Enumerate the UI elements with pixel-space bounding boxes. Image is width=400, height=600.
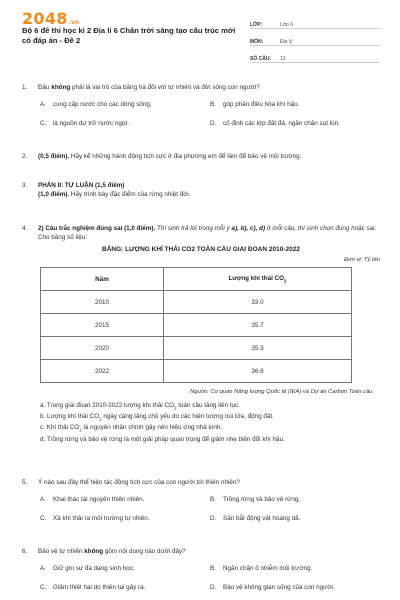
- option-c[interactable]: [40, 583, 210, 592]
- question-4: [22, 224, 380, 444]
- cell-year: 2015: [41, 314, 164, 337]
- header-amount: [164, 268, 352, 291]
- statement-sub: 2: [79, 427, 82, 433]
- option-d[interactable]: [210, 514, 380, 523]
- question-text: [38, 152, 380, 161]
- option-b[interactable]: [210, 495, 380, 504]
- option-text: góp phần điều hòa khí hậu.: [223, 101, 300, 109]
- option-letter: A.: [40, 496, 46, 504]
- meta-value: Lớp 6: [280, 22, 294, 28]
- question-emphasis: 2) Câu trắc nghiệm đúng sai (1,0 điểm).: [38, 225, 156, 232]
- option-d[interactable]: [210, 119, 380, 128]
- option-b[interactable]: [210, 564, 380, 573]
- option-c[interactable]: [40, 514, 210, 523]
- option-text: Khai thác tài nguyên thiên nhiên.: [53, 496, 145, 504]
- question-5: [22, 478, 380, 523]
- statement-text: c. Khí thải CO: [40, 424, 80, 432]
- question-text-part: Hãy kể những hành động tích cực ở địa phương em để làm để bảo vệ môi trường.: [69, 153, 302, 160]
- meta-row-count: [250, 48, 380, 63]
- question-emphasis: không: [51, 84, 71, 91]
- question-2: [22, 152, 380, 161]
- question-text-part: gồm nội dung nào dưới đây?: [103, 548, 186, 555]
- question-number: 1.: [22, 84, 28, 91]
- instruction-text: ở mỗi câu, thí sinh chọn đúng hoặc sai.: [265, 225, 377, 232]
- cell-amount: 35.7: [164, 314, 352, 337]
- statement-d[interactable]: [40, 435, 380, 445]
- document-title: Bộ 6 đề thi học kì 2 Địa lí 6 Chân trời sáng tạo cấu trúc mới có đáp án - Đề 2: [22, 26, 236, 46]
- question-number: 6.: [22, 548, 28, 555]
- statement-b[interactable]: [40, 412, 380, 423]
- brand-number: 2048: [22, 9, 68, 28]
- option-a[interactable]: [40, 495, 210, 504]
- meta-info: [250, 14, 380, 65]
- option-letter: A.: [40, 565, 46, 573]
- cell-amount: 36.8: [164, 360, 352, 383]
- brand-domain: .vn: [68, 19, 80, 26]
- question-1: [22, 83, 380, 128]
- cell-year: 2022: [41, 360, 164, 383]
- cell-amount: 35.3: [164, 337, 352, 360]
- question-text: [38, 224, 380, 243]
- section-heading: PHẦN II: TỰ LUẬN (1,5 điểm): [38, 182, 125, 189]
- table-intro: Cho bảng số liệu:: [38, 234, 88, 242]
- option-b[interactable]: [210, 100, 380, 109]
- header-year: Năm: [41, 268, 164, 291]
- header-amount-text: Lượng khí thải CO: [228, 274, 285, 282]
- statement-text: toàn cầu tăng liên tục.: [176, 402, 240, 409]
- option-text: Bảo vệ không gian sống của con người.: [223, 583, 335, 591]
- instruction-emphasis: a), b), c), d): [231, 225, 266, 232]
- option-letter: D.: [210, 514, 217, 522]
- statement-c[interactable]: [40, 423, 380, 434]
- option-d[interactable]: [210, 583, 380, 592]
- question-text: [38, 547, 380, 556]
- statement-sub: 2: [174, 405, 177, 411]
- table-unit: Đơn vị: Tỷ tấn: [343, 256, 380, 263]
- option-text: Săn bắt động vật hoang dã.: [223, 514, 301, 522]
- table-header-row: [41, 268, 352, 291]
- option-letter: C.: [40, 119, 47, 127]
- question-number: 4.: [22, 225, 28, 232]
- option-letter: B.: [210, 565, 216, 573]
- question-text: [38, 83, 380, 92]
- option-text: là nguồn dự trữ nước ngọt.: [53, 119, 129, 127]
- statement-list: [40, 401, 380, 444]
- statement-sub: 2: [99, 416, 102, 422]
- option-text: Ngăn chặn ô nhiễm môi trường.: [223, 565, 313, 573]
- meta-key: LỚP:: [250, 22, 263, 28]
- table-source: Nguồn: Cơ quan Năng lượng Quốc tế (IEA) và Dự án Carbon Toàn cầu.: [190, 389, 374, 396]
- statement-text: là nguyên nhân chính gây nên hiệu ứng nhà kính.: [81, 424, 223, 432]
- question-text-part: Hãy trình bày đặc điểm của rừng nhiệt đới.: [69, 191, 191, 199]
- question-text-part: phải là vai trò của băng hà đối với tự nhiên và đời sống con người?: [70, 84, 260, 91]
- question-3: [22, 181, 380, 200]
- cell-amount: 33.0: [164, 291, 352, 314]
- option-a[interactable]: [40, 564, 210, 573]
- option-text: Giữ gìn sự đa dạng sinh học.: [53, 565, 135, 573]
- option-text: cung cấp nước cho các dòng sông.: [53, 101, 152, 109]
- meta-row-subject: [250, 31, 380, 46]
- question-text: [38, 181, 380, 200]
- option-letter: C.: [40, 514, 47, 522]
- option-letter: B.: [210, 101, 216, 109]
- option-letter: D.: [210, 583, 217, 591]
- cell-year: 2010: [41, 291, 164, 314]
- option-text: Xả khí thải ra môi trường tự nhiên.: [53, 514, 150, 522]
- meta-value: 13: [280, 56, 286, 62]
- table-row: [41, 337, 352, 360]
- statement-text: b. Lượng khí thải CO: [40, 413, 100, 421]
- meta-key: SỐ CÂU:: [250, 56, 272, 62]
- data-table: [40, 267, 352, 383]
- statement-text: a. Trong giai đoạn 2010-2022 lượng khí thải CO: [40, 402, 175, 409]
- question-emphasis: không: [84, 548, 104, 555]
- instruction-text: Thí sinh trả lời trong mỗi ý: [155, 225, 232, 232]
- option-text: cố định các lớp đất đá, ngăn chặn sụt lún.: [223, 119, 340, 127]
- option-letter: A.: [40, 101, 46, 109]
- statement-text: ngày càng tăng chủ yếu do các hiện tượng núi lửa, động đất.: [101, 413, 274, 421]
- table-row: [41, 314, 352, 337]
- option-text: Giảm thiệt hại do thiên tai gây ra.: [53, 583, 146, 591]
- question-emphasis: (0,5 điểm).: [38, 153, 70, 160]
- option-letter: C.: [40, 583, 47, 591]
- question-text: Ý nào sau đây thể hiện tác động tích cực của con người tới thiên nhiên?: [38, 479, 240, 486]
- answer-options: [40, 495, 380, 523]
- table-row: [41, 360, 352, 383]
- option-a[interactable]: [40, 100, 210, 109]
- option-text: Trồng rừng và bảo vệ rừng.: [223, 496, 301, 504]
- meta-key: MÔN:: [250, 39, 264, 45]
- option-letter: B.: [210, 496, 216, 504]
- question-emphasis: (1,0 điểm).: [38, 191, 70, 199]
- header-amount-sub: 2: [284, 278, 287, 284]
- answer-options: [40, 100, 380, 128]
- question-number: 3.: [22, 182, 28, 189]
- question-number: 5.: [22, 479, 28, 486]
- question-text-part: Bảo vệ tự nhiên: [38, 548, 85, 555]
- question-6: [22, 547, 380, 592]
- meta-row-class: [250, 14, 380, 29]
- question-text-part: Đâu: [38, 84, 52, 91]
- option-c[interactable]: [40, 119, 210, 128]
- option-letter: D.: [210, 119, 217, 127]
- table-body: [41, 291, 352, 383]
- statement-a[interactable]: [40, 401, 380, 412]
- statement-text: d. Trồng rừng và bảo vệ rừng là một giải pháp quan trọng để giảm nhẹ biến đổi khí hậu.: [40, 435, 285, 443]
- meta-value: Địa lý: [280, 39, 293, 45]
- table-title: BẢNG: LƯỢNG KHÍ THẢI CO2 TOÀN CẦU GIAI ĐOẠN 2010-2022: [102, 245, 300, 253]
- cell-year: 2020: [41, 337, 164, 360]
- question-number: 2.: [22, 153, 28, 160]
- table-row: [41, 291, 352, 314]
- answer-options: [40, 564, 380, 592]
- header: [0, 0, 400, 60]
